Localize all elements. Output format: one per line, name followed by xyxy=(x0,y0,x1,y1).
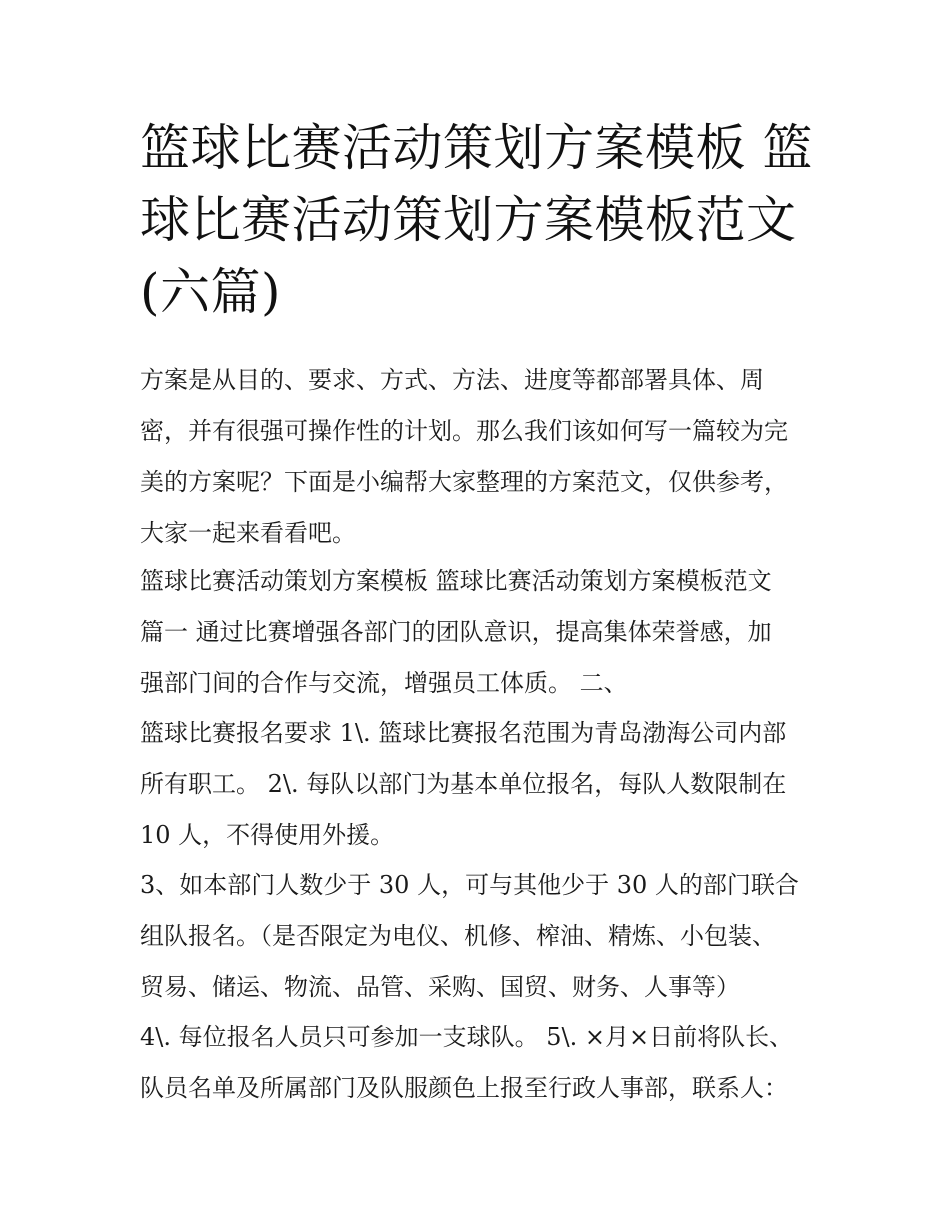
purpose-paragraph xyxy=(140,556,830,709)
text-line: 密，并有很强可操作性的计划。那么我们该如何写一篇较为完 xyxy=(140,417,788,445)
text-line: 所有职工。 2\. 每队以部门为基本单位报名，每队人数限制在 xyxy=(140,770,787,798)
roster-paragraph xyxy=(140,1012,830,1114)
title-line: 球比赛活动策划方案模板范文 xyxy=(140,191,797,249)
title-line: 篮球比赛活动策划方案模板 篮 xyxy=(140,119,813,177)
text-line: 篮球比赛活动策划方案模板 篮球比赛活动策划方案模板范文 xyxy=(140,567,772,595)
text-line: 4\. 每位报名人员只可参加一支球队。 5\. ×月×日前将队长、 xyxy=(140,1023,794,1051)
intro-paragraph xyxy=(140,355,830,559)
text-line: 队员名单及所属部门及队服颜色上报至行政人事部，联系人： xyxy=(140,1074,788,1102)
text-line: 贸易、储运、物流、品管、采购、国贸、财务、人事等） xyxy=(140,973,740,1001)
text-line: 10 人，不得使用外援。 xyxy=(140,821,395,849)
text-line: 方案是从目的、要求、方式、方法、进度等都部署具体、周 xyxy=(140,366,764,394)
text-line: 大家一起来看看吧。 xyxy=(140,519,356,547)
document-title xyxy=(140,112,820,328)
title-line: (六篇) xyxy=(140,263,282,321)
text-line: 美的方案呢？下面是小编帮大家整理的方案范文，仅供参考， xyxy=(140,468,788,496)
text-line: 篮球比赛报名要求 1\. 篮球比赛报名范围为青岛渤海公司内部 xyxy=(140,719,787,747)
joint-team-paragraph xyxy=(140,860,830,1013)
text-line: 3、如本部门人数少于 30 人，可与其他少于 30 人的部门联合 xyxy=(140,871,799,899)
text-line: 组队报名。（是否限定为电仪、机修、榨油、精炼、小包装、 xyxy=(140,922,776,950)
registration-paragraph xyxy=(140,708,830,861)
text-line: 篇一 通过比赛增强各部门的团队意识，提高集体荣誉感，加 xyxy=(140,618,772,646)
text-line: 强部门间的合作与交流，增强员工体质。 二、 xyxy=(140,669,628,697)
